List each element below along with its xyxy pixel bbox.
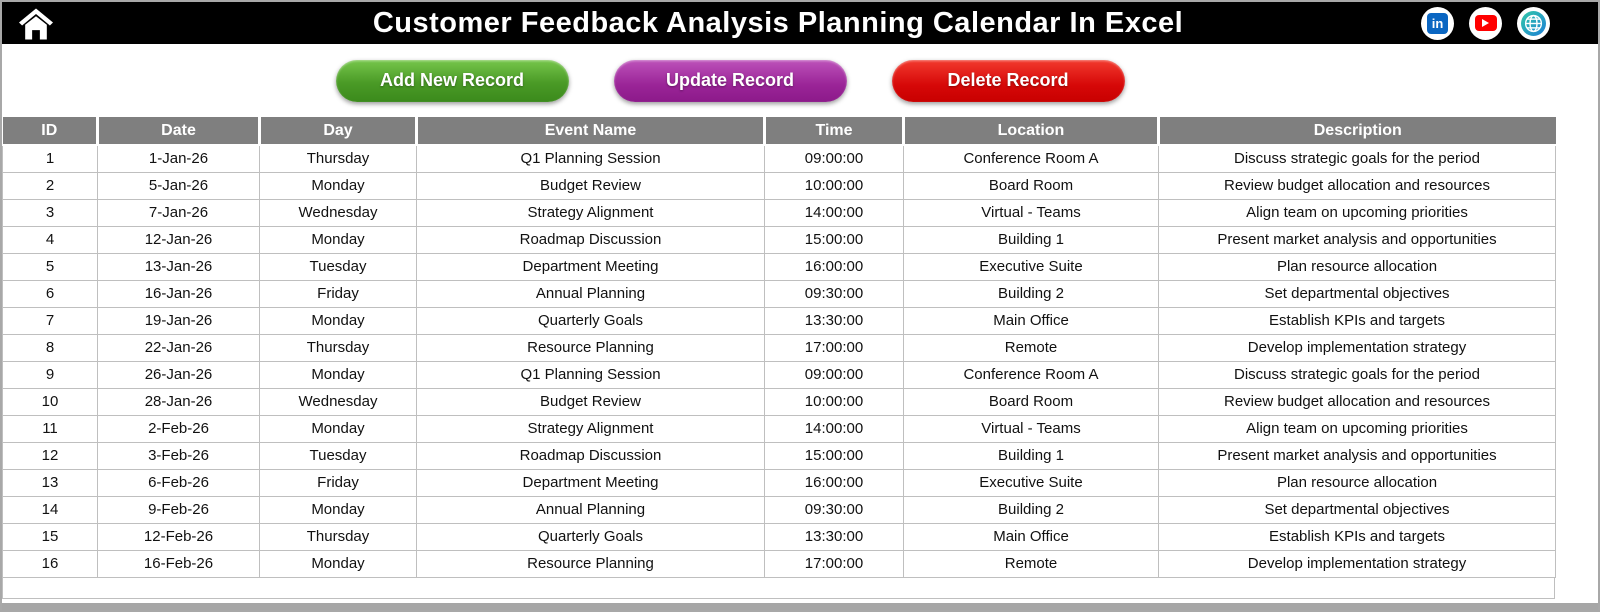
table-cell[interactable]: Present market analysis and opportunities [1159,226,1556,253]
delete-record-button[interactable]: Delete Record [892,60,1125,102]
table-cell[interactable]: 9 [3,361,98,388]
table-cell[interactable]: Budget Review [417,172,765,199]
table-row [3,253,1556,280]
table-cell[interactable]: Annual Planning [417,496,765,523]
table-cell[interactable]: Friday [260,469,417,496]
table-cell[interactable]: Monday [260,226,417,253]
table-cell[interactable]: Main Office [904,307,1159,334]
table-row [3,334,1556,361]
table-cell[interactable]: 10:00:00 [765,172,904,199]
table-cell[interactable]: Monday [260,307,417,334]
table-cell[interactable]: Building 2 [904,280,1159,307]
social-links [1421,2,1550,44]
globe-glyph [1521,11,1546,36]
youtube-glyph [1475,15,1497,31]
table-cell[interactable]: 11 [3,415,98,442]
table-cell[interactable]: 16:00:00 [765,253,904,280]
table-cell[interactable]: Align team on upcoming priorities [1159,199,1556,226]
table-cell[interactable]: Resource Planning [417,334,765,361]
table-cell[interactable]: Friday [260,280,417,307]
table-cell[interactable]: 15:00:00 [765,442,904,469]
table-cell[interactable]: 8 [3,334,98,361]
table-cell[interactable]: 9-Feb-26 [98,496,260,523]
table-cell[interactable]: 13-Jan-26 [98,253,260,280]
column-header-location[interactable]: Location [904,117,1159,145]
table-body [3,145,1556,577]
table-row [3,442,1556,469]
table-cell[interactable]: 5 [3,253,98,280]
table-cell[interactable]: 14:00:00 [765,415,904,442]
table-cell[interactable]: Monday [260,172,417,199]
table-cell[interactable]: Monday [260,415,417,442]
calendar-table [2,117,1555,599]
table-cell[interactable]: 6 [3,280,98,307]
table-cell[interactable]: Virtual - Teams [904,199,1159,226]
table-row [3,307,1556,334]
table-cell[interactable]: 1 [3,145,98,172]
table-cell[interactable]: 14 [3,496,98,523]
table-cell[interactable]: 16-Feb-26 [98,550,260,577]
table-row [3,523,1556,550]
table-cell[interactable]: 09:30:00 [765,280,904,307]
table-cell[interactable]: 09:30:00 [765,496,904,523]
table-cell[interactable]: Discuss strategic goals for the period [1159,361,1556,388]
table-row [3,172,1556,199]
table-cell[interactable]: 15:00:00 [765,226,904,253]
table-cell[interactable]: Develop implementation strategy [1159,334,1556,361]
table-cell[interactable]: 16 [3,550,98,577]
table-cell[interactable]: Annual Planning [417,280,765,307]
table-cell[interactable]: Tuesday [260,442,417,469]
table-row [3,361,1556,388]
table-cell[interactable]: Virtual - Teams [904,415,1159,442]
page-title: Customer Feedback Analysis Planning Calendar In Excel [372,6,1184,39]
table-cell[interactable]: 09:00:00 [765,145,904,172]
table-cell[interactable]: Establish KPIs and targets [1159,307,1556,334]
table-cell[interactable]: Remote [904,334,1159,361]
table-cell[interactable]: Q1 Planning Session [417,145,765,172]
table-cell[interactable]: Strategy Alignment [417,415,765,442]
table-cell[interactable]: 17:00:00 [765,550,904,577]
linkedin-glyph: in [1427,13,1448,34]
table-cell[interactable]: 13:30:00 [765,523,904,550]
add-new-record-button[interactable]: Add New Record [336,60,569,102]
table-cell[interactable]: Building 2 [904,496,1159,523]
bottom-scrollbar-strip [2,603,1598,610]
table-cell[interactable]: 16-Jan-26 [98,280,260,307]
table-cell[interactable]: 10:00:00 [765,388,904,415]
table-cell[interactable]: Quarterly Goals [417,307,765,334]
table-cell[interactable]: Roadmap Discussion [417,226,765,253]
table-cell[interactable]: Building 1 [904,442,1159,469]
table-cell[interactable]: Building 1 [904,226,1159,253]
table-cell[interactable]: 16:00:00 [765,469,904,496]
table-cell[interactable]: Q1 Planning Session [417,361,765,388]
table-cell[interactable]: Establish KPIs and targets [1159,523,1556,550]
table-cell[interactable]: Conference Room A [904,145,1159,172]
table-cell[interactable]: Department Meeting [417,253,765,280]
table-cell[interactable]: 19-Jan-26 [98,307,260,334]
table-cell[interactable]: Strategy Alignment [417,199,765,226]
table-row [3,226,1556,253]
table-cell[interactable]: 15 [3,523,98,550]
table-cell[interactable]: Wednesday [260,199,417,226]
table-cell[interactable]: Review budget allocation and resources [1159,172,1556,199]
table-cell[interactable]: 09:00:00 [765,361,904,388]
table-cell[interactable]: Set departmental objectives [1159,280,1556,307]
table-cell[interactable]: 3-Feb-26 [98,442,260,469]
column-header-date[interactable]: Date [98,117,260,145]
table-cell[interactable]: 4 [3,226,98,253]
table-row [3,415,1556,442]
table-row [3,469,1556,496]
table-row [3,280,1556,307]
table-cell[interactable]: 12-Jan-26 [98,226,260,253]
table-cell[interactable]: Plan resource allocation [1159,253,1556,280]
table-cell[interactable]: 28-Jan-26 [98,388,260,415]
linkedin-icon[interactable] [1421,7,1454,40]
table-header-row [3,117,1556,145]
table-row [3,550,1556,577]
table-row [3,199,1556,226]
table-cell[interactable]: 22-Jan-26 [98,334,260,361]
title-bar [2,2,1598,44]
table-cell[interactable]: 17:00:00 [765,334,904,361]
table-cell[interactable]: 13:30:00 [765,307,904,334]
table-cell[interactable]: Executive Suite [904,469,1159,496]
column-header-description[interactable]: Description [1159,117,1556,145]
table-cell[interactable]: 26-Jan-26 [98,361,260,388]
website-globe-icon[interactable] [1517,7,1550,40]
table-cell[interactable]: 1-Jan-26 [98,145,260,172]
table-row [3,388,1556,415]
table-cell[interactable]: Board Room [904,172,1159,199]
table-cell[interactable]: 5-Jan-26 [98,172,260,199]
table-cell[interactable]: Thursday [260,523,417,550]
youtube-icon[interactable] [1469,7,1502,40]
table-cell[interactable]: 13 [3,469,98,496]
record-toolbar [0,44,1528,117]
table-cell[interactable]: Develop implementation strategy [1159,550,1556,577]
table-cell[interactable]: Resource Planning [417,550,765,577]
table-cell[interactable]: 14:00:00 [765,199,904,226]
empty-row[interactable] [2,578,1555,599]
table-cell[interactable]: Board Room [904,388,1159,415]
table-cell[interactable]: Review budget allocation and resources [1159,388,1556,415]
column-header-id[interactable]: ID [3,117,98,145]
update-record-button[interactable]: Update Record [614,60,847,102]
column-header-event-name[interactable]: Event Name [417,117,765,145]
table-cell[interactable]: 12-Feb-26 [98,523,260,550]
table-row [3,496,1556,523]
table-cell[interactable]: Budget Review [417,388,765,415]
column-header-time[interactable]: Time [765,117,904,145]
table-cell[interactable]: Main Office [904,523,1159,550]
table-cell[interactable]: Discuss strategic goals for the period [1159,145,1556,172]
table-cell[interactable]: Thursday [260,145,417,172]
table-cell[interactable]: Thursday [260,334,417,361]
table-cell[interactable]: 7 [3,307,98,334]
table-cell[interactable]: Set departmental objectives [1159,496,1556,523]
column-header-day[interactable]: Day [260,117,417,145]
table-cell[interactable]: 12 [3,442,98,469]
table-cell[interactable]: Roadmap Discussion [417,442,765,469]
table-cell[interactable]: 3 [3,199,98,226]
table-cell[interactable]: Tuesday [260,253,417,280]
table-cell[interactable]: Present market analysis and opportunities [1159,442,1556,469]
table-cell[interactable]: Monday [260,496,417,523]
table-cell[interactable]: Monday [260,361,417,388]
table-cell[interactable]: Conference Room A [904,361,1159,388]
table-cell[interactable]: 7-Jan-26 [98,199,260,226]
table-cell[interactable]: Align team on upcoming priorities [1159,415,1556,442]
table-cell[interactable]: 6-Feb-26 [98,469,260,496]
table-cell[interactable]: Quarterly Goals [417,523,765,550]
table-row [3,145,1556,172]
table-cell[interactable]: 10 [3,388,98,415]
table-cell[interactable]: Department Meeting [417,469,765,496]
table-cell[interactable]: Plan resource allocation [1159,469,1556,496]
table-cell[interactable]: Executive Suite [904,253,1159,280]
table-cell[interactable]: 2-Feb-26 [98,415,260,442]
table-cell[interactable]: Monday [260,550,417,577]
table-cell[interactable]: Wednesday [260,388,417,415]
table-cell[interactable]: 2 [3,172,98,199]
table-cell[interactable]: Remote [904,550,1159,577]
